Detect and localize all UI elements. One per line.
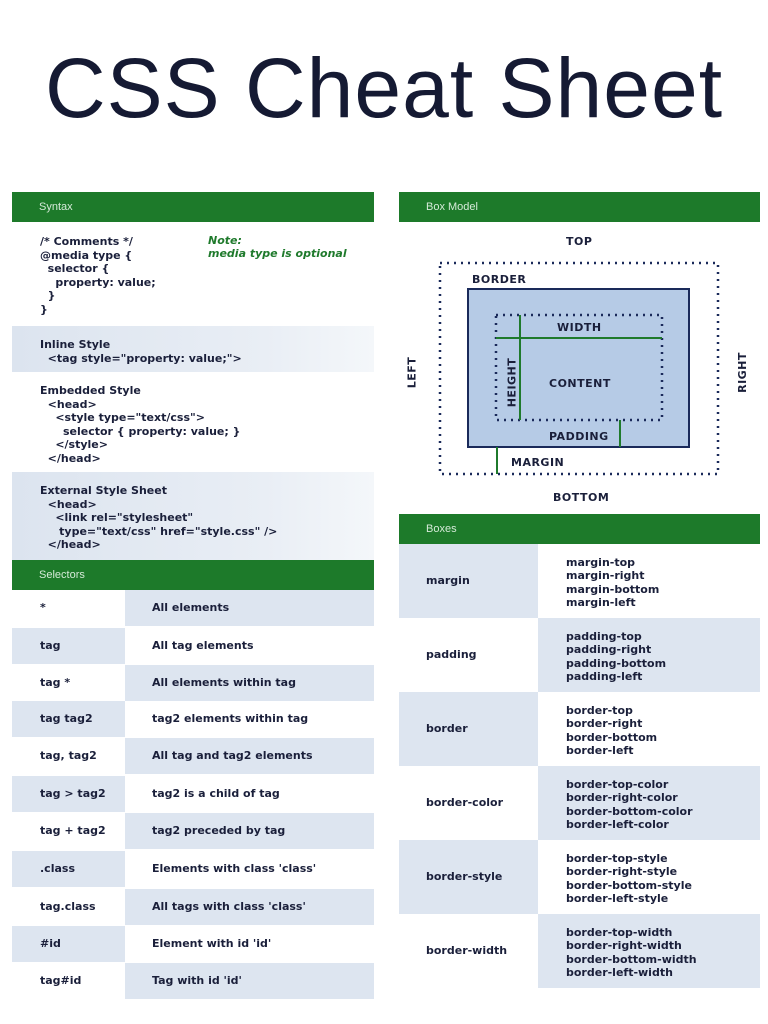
- label-top: TOP: [566, 235, 593, 248]
- page-title: CSS Cheat Sheet: [44, 41, 724, 135]
- boxes-header: Boxes: [399, 514, 760, 544]
- selector-desc: Elements with class 'class': [125, 851, 374, 887]
- selector-desc: tag2 is a child of tag: [125, 776, 374, 812]
- external-style-section: [12, 472, 374, 560]
- table-row: [399, 840, 760, 914]
- box-model-header: Box Model: [399, 192, 760, 222]
- table-row: [399, 544, 760, 618]
- selector-desc: Element with id 'id': [125, 926, 374, 962]
- embedded-style-code: <head> <style type="text/css"> selector { property: value; } </style> </head>: [47, 397, 241, 465]
- inline-style-code: <tag style="property: value;">: [40, 351, 242, 365]
- table-row: [12, 813, 374, 849]
- box-property-name: border-color: [399, 766, 538, 840]
- embedded-style-title: Embedded Style: [40, 384, 141, 397]
- selector-cell: tag + tag2: [12, 813, 125, 849]
- box-property-values: padding-top padding-right padding-bottom padding-left: [538, 618, 760, 692]
- border-box: [468, 289, 689, 447]
- selector-cell: tag.class: [12, 889, 125, 925]
- external-style-code: <head> <link rel="stylesheet" type="text/css" href="style.css" /> </head>: [47, 497, 278, 551]
- selector-desc: tag2 preceded by tag: [125, 813, 374, 849]
- box-property-values: margin-top margin-right margin-bottom margin-left: [538, 544, 760, 618]
- table-row: [12, 738, 374, 774]
- syntax-header: Syntax: [12, 192, 374, 222]
- selector-cell: tag, tag2: [12, 738, 125, 774]
- table-row: [399, 914, 760, 988]
- box-property-values: border-top border-right border-bottom border-left: [538, 692, 760, 766]
- selector-desc: All elements: [125, 590, 374, 626]
- syntax-note: [208, 234, 347, 260]
- selector-cell: tag: [12, 628, 125, 664]
- table-row: [12, 628, 374, 664]
- selector-cell: .class: [12, 851, 125, 887]
- table-row: [12, 665, 374, 701]
- table-row: [399, 766, 760, 840]
- selectors-header: Selectors: [12, 560, 374, 590]
- selector-desc: All tag elements: [125, 628, 374, 664]
- inline-style-section: [12, 326, 374, 372]
- box-property-name: border-style: [399, 840, 538, 914]
- box-property-name: padding: [399, 618, 538, 692]
- label-width: WIDTH: [557, 321, 602, 334]
- label-right: RIGHT: [735, 352, 749, 393]
- selector-cell: tag#id: [12, 963, 125, 999]
- label-border: BORDER: [472, 273, 527, 286]
- box-model-diagram: [399, 222, 760, 514]
- label-height: HEIGHT: [505, 357, 519, 408]
- box-property-name: margin: [399, 544, 538, 618]
- box-property-name: border-width: [399, 914, 538, 988]
- selector-cell: tag > tag2: [12, 776, 125, 812]
- table-row: [12, 590, 374, 626]
- label-padding: PADDING: [549, 430, 609, 443]
- selector-cell: tag *: [12, 665, 125, 701]
- inline-style-title: Inline Style: [40, 338, 111, 351]
- selector-desc: All tags with class 'class': [125, 889, 374, 925]
- selector-cell: #id: [12, 926, 125, 962]
- table-row: [12, 701, 374, 737]
- box-property-values: border-top-color border-right-color border-bottom-color border-left-color: [538, 766, 760, 840]
- label-left: LEFT: [405, 356, 419, 389]
- external-style-title: External Style Sheet: [40, 484, 167, 497]
- table-row: [399, 618, 760, 692]
- note-text: media type is optional: [208, 247, 347, 260]
- table-row: [12, 776, 374, 812]
- box-property-name: border: [399, 692, 538, 766]
- label-content: CONTENT: [549, 377, 611, 390]
- table-row: [12, 889, 374, 925]
- note-title: Note:: [208, 234, 242, 247]
- box-property-values: border-top-style border-right-style border-bottom-style border-left-style: [538, 840, 760, 914]
- embedded-style-section: [12, 372, 374, 472]
- box-property-values: border-top-width border-right-width border-bottom-width border-left-width: [538, 914, 760, 988]
- table-row: [12, 963, 374, 999]
- selector-desc: All elements within tag: [125, 665, 374, 701]
- label-margin: MARGIN: [511, 456, 565, 469]
- selector-desc: Tag with id 'id': [125, 963, 374, 999]
- table-row: [399, 692, 760, 766]
- selector-desc: All tag and tag2 elements: [125, 738, 374, 774]
- selector-cell: tag tag2: [12, 701, 125, 737]
- selector-desc: tag2 elements within tag: [125, 701, 374, 737]
- table-row: [12, 851, 374, 887]
- selector-cell: *: [12, 590, 125, 626]
- syntax-code: /* Comments */ @media type { selector { property: value; } }: [40, 235, 156, 316]
- table-row: [12, 926, 374, 962]
- label-bottom: BOTTOM: [553, 491, 610, 504]
